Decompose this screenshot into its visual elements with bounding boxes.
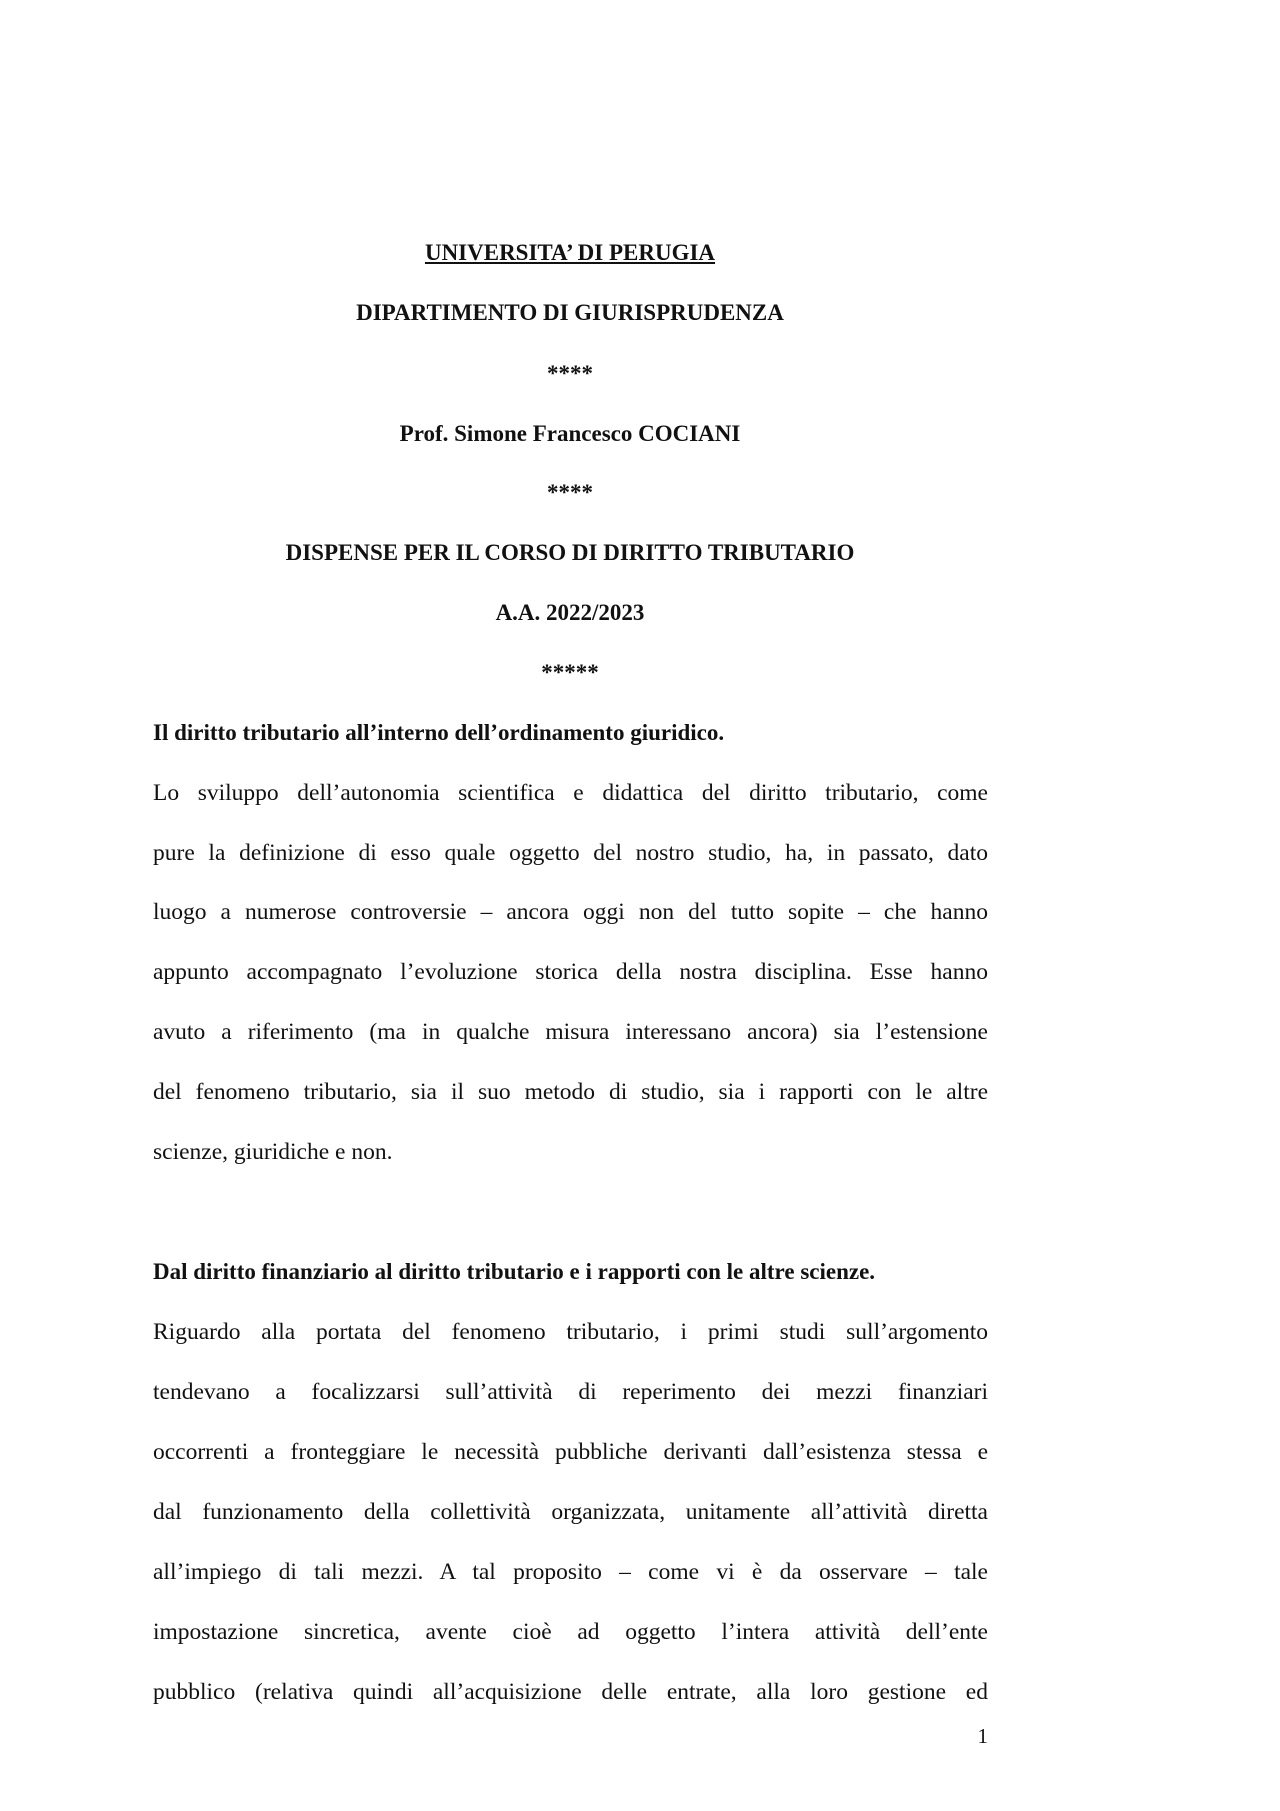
paragraph-line: dal funzionamento della collettività organizzata, unitamente all’attività diretta (153, 1499, 988, 1525)
paragraph-line: del fenomeno tributario, sia il suo metodo di studio, sia i rapporti con le altre (153, 1079, 988, 1105)
professor-name: Prof. Simone Francesco COCIANI (399, 421, 741, 446)
section-heading: Il diritto tributario all’interno dell’ordinamento giuridico. (153, 720, 725, 745)
paragraph-line: all’impiego di tali mezzi. A tal proposito – come vi è da osservare – tale (153, 1559, 988, 1585)
separator-stars: **** (547, 361, 593, 386)
university-title: UNIVERSITA’ DI PERUGIA (424, 240, 716, 265)
paragraph-line: pubblico (relativa quindi all’acquisizione delle entrate, alla loro gestione ed (153, 1679, 988, 1705)
course-title: DISPENSE PER IL CORSO DI DIRITTO TRIBUTARIO (285, 540, 855, 565)
paragraph-line: pure la definizione di esso quale oggetto del nostro studio, ha, in passato, dato (153, 840, 988, 866)
page-number: 1 (977, 1724, 988, 1748)
paragraph-line: appunto accompagnato l’evoluzione storica della nostra disciplina. Esse hanno (153, 959, 988, 985)
paragraph-line: luogo a numerose controversie – ancora oggi non del tutto sopite – che hanno (153, 899, 988, 925)
paragraph-line: Lo sviluppo dell’autonomia scientifica e didattica del diritto tributario, come (153, 780, 988, 806)
paragraph-line: avuto a riferimento (ma in qualche misura interessano ancora) sia l’estensione (153, 1019, 988, 1045)
department-title: DIPARTIMENTO DI GIURISPRUDENZA (356, 300, 784, 325)
paragraph-line: scienze, giuridiche e non. (153, 1139, 393, 1165)
paragraph-line: Riguardo alla portata del fenomeno tributario, i primi studi sull’argomento (153, 1319, 988, 1345)
section-heading: Dal diritto finanziario al diritto tributario e i rapporti con le altre scienze. (153, 1259, 876, 1284)
paragraph-line: tendevano a focalizzarsi sull’attività di reperimento dei mezzi finanziari (153, 1379, 988, 1405)
separator-stars: **** (547, 480, 593, 505)
paragraph-line: occorrenti a fronteggiare le necessità pubbliche derivanti dall’esistenza stessa e (153, 1439, 988, 1465)
academic-year: A.A. 2022/2023 (495, 600, 645, 625)
separator-stars: ***** (541, 660, 599, 685)
paragraph-line: impostazione sincretica, avente cioè ad oggetto l’intera attività dell’ente (153, 1619, 988, 1645)
